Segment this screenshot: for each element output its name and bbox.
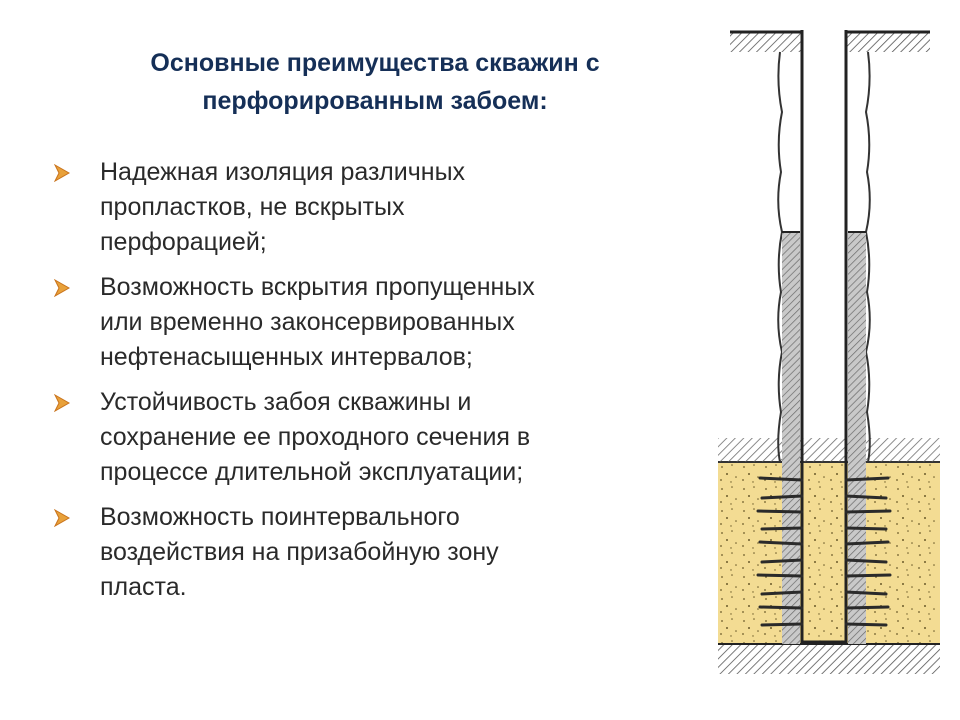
bullet-item (54, 270, 684, 375)
bullet-item (54, 500, 684, 605)
well-cross-section-diagram (718, 22, 940, 682)
bullet-line: сохранение ее проходного сечения в (100, 423, 531, 451)
cement-sheath-left (782, 232, 800, 644)
arrow-bullet-icon (54, 279, 70, 297)
arrow-bullet-icon (54, 394, 70, 412)
borehole-wall-left (778, 52, 782, 462)
bullet-line: Возможность поинтервального (100, 503, 460, 531)
bullet-line: пропластков, не вскрытых (100, 193, 405, 221)
arrow-bullet-icon (54, 164, 70, 182)
cement-sheath-right (848, 232, 866, 644)
bullet-item (54, 385, 684, 490)
arrow-bullet-icon (54, 509, 70, 527)
bullet-line: воздействия на призабойную зону (100, 538, 499, 566)
bullet-line: Возможность вскрытия пропущенных (100, 273, 535, 301)
bullet-item (54, 155, 684, 260)
bullet-line: Устойчивость забоя скважины и (100, 388, 472, 416)
bullet-line: перфорацией; (100, 228, 267, 256)
bullet-list (54, 155, 684, 615)
bullet-line: процессе длительной эксплуатации; (100, 458, 524, 486)
ground-bottom (718, 644, 940, 674)
slide-title (70, 44, 680, 120)
bullet-line: Надежная изоляция различных (100, 158, 466, 186)
title-line-2: перфорированным забоем: (202, 87, 548, 115)
borehole-wall-right (866, 52, 870, 462)
bullet-line: или временно законсервированных (100, 308, 515, 336)
title-line-1: Основные преимущества скважин с (150, 49, 600, 77)
bullet-line: пласта. (100, 573, 187, 601)
productive-reservoir-layer (718, 462, 940, 644)
bullet-line: нефтенасыщенных интервалов; (100, 343, 473, 371)
